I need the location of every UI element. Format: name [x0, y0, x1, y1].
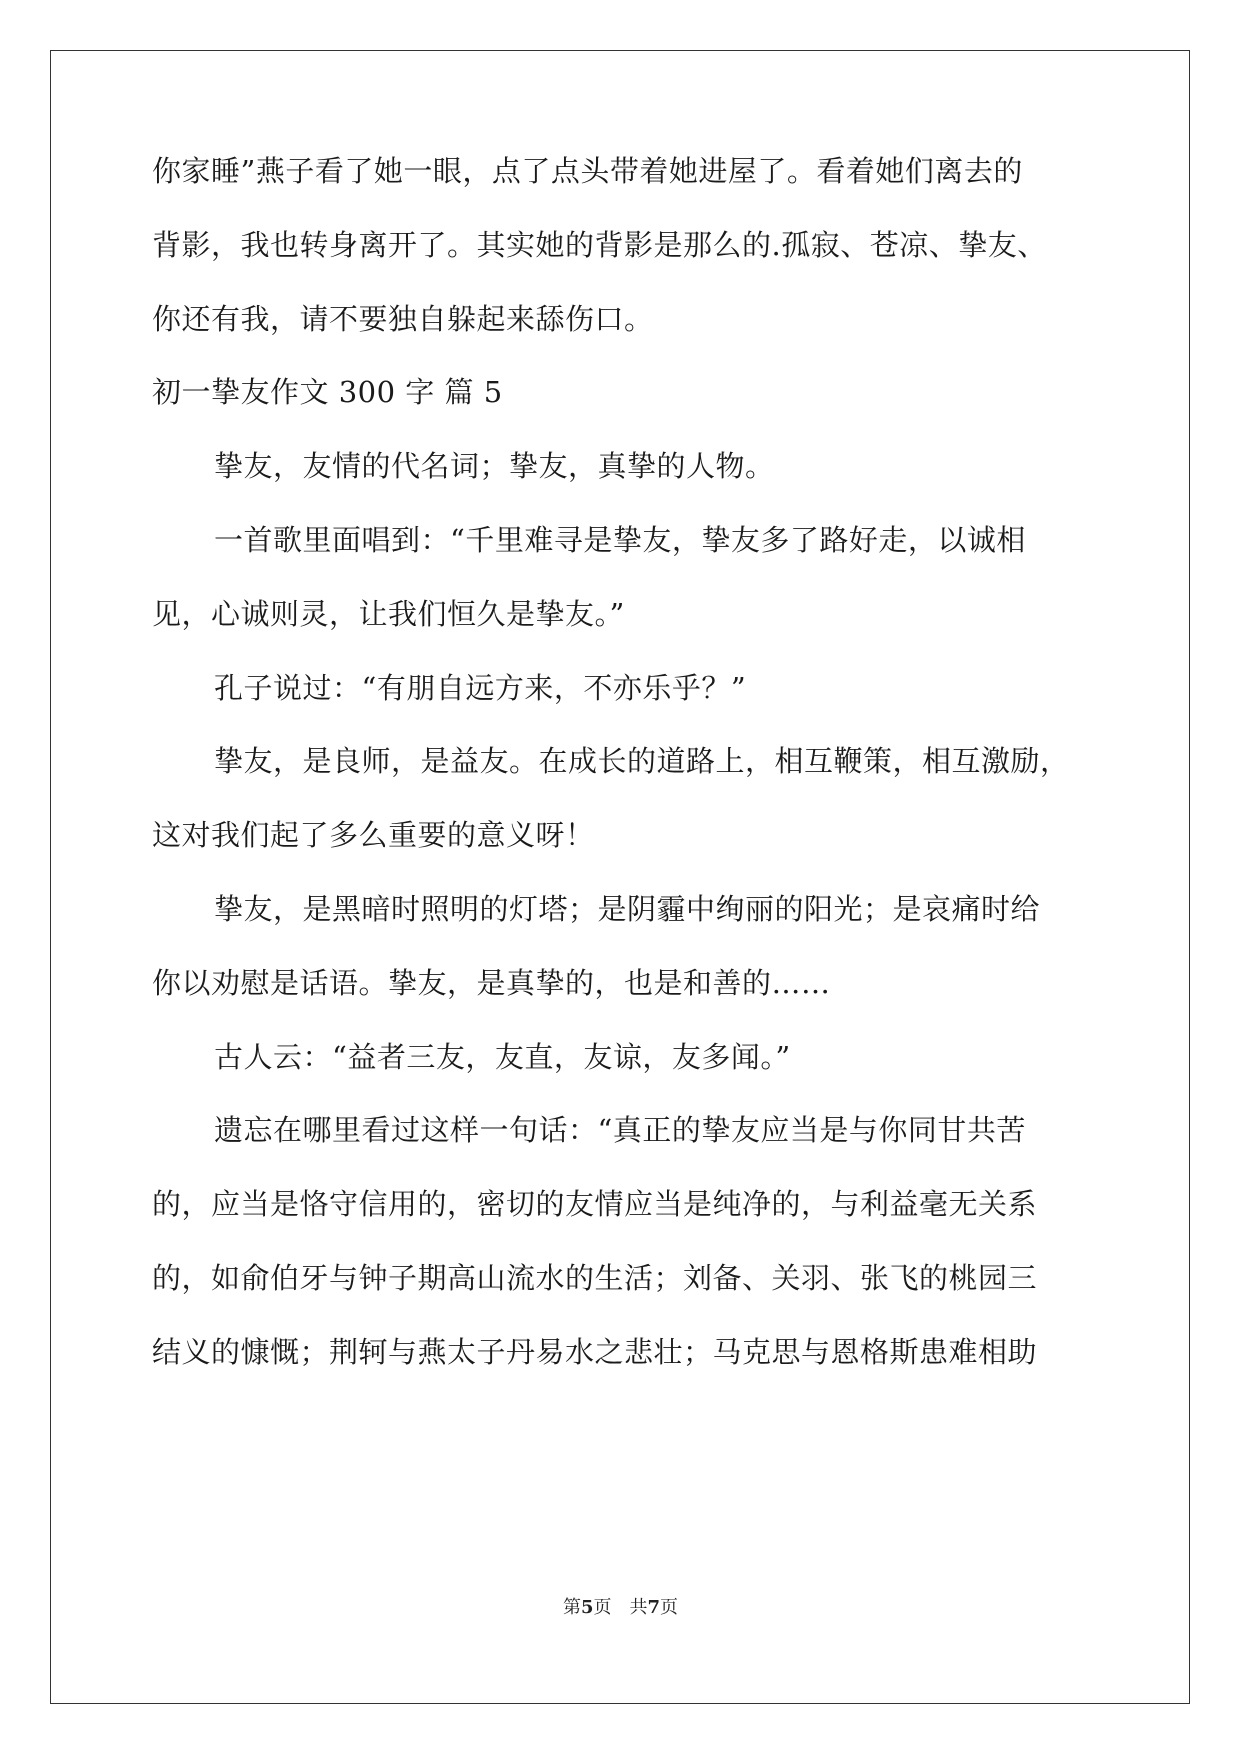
current-page-number: 5 — [580, 1597, 594, 1618]
paragraph-line: 挚友，是黑暗时照明的灯塔；是阴霾中绚丽的阳光；是哀痛时给 — [214, 892, 1041, 926]
paragraph-line: 挚友，是良师，是益友。在成长的道路上，相互鞭策，相互激励， — [214, 744, 1070, 778]
paragraph-line: 你还有我，请不要独自躲起来舔伤口。 — [152, 302, 654, 336]
page-footer — [0, 1596, 1241, 1620]
page-border — [50, 50, 1190, 1704]
paragraph-line: 的，应当是恪守信用的，密切的友情应当是纯净的，与利益毫无关系 — [152, 1187, 1038, 1221]
paragraph-line: 的，如俞伯牙与钟子期高山流水的生活；刘备、关羽、张飞的桃园三 — [152, 1261, 1038, 1295]
page-prefix: 第 — [562, 1597, 581, 1618]
paragraph-line: 结义的慷慨；荆轲与燕太子丹易水之悲壮；马克思与恩格斯患难相助 — [152, 1335, 1038, 1369]
page-mid: 页 共 — [593, 1597, 648, 1618]
paragraph-line: 古人云：“益者三友，友直，友谅，友多闻。” — [214, 1040, 791, 1074]
section-heading: 初一挚友作文 300 字 篇 5 — [152, 375, 503, 409]
paragraph-line: 你以劝慰是话语。挚友，是真挚的，也是和善的…… — [152, 966, 831, 1000]
paragraph-line: 一首歌里面唱到：“千里难寻是挚友，挚友多了路好走，以诚相 — [214, 523, 1026, 557]
paragraph-line: 背影，我也转身离开了。其实她的背影是那么的.孤寂、苍凉、挚友、 — [152, 228, 1047, 262]
page-suffix: 页 — [660, 1597, 679, 1618]
paragraph-line: 遗忘在哪里看过这样一句话：“真正的挚友应当是与你同甘共苦 — [214, 1113, 1026, 1147]
paragraph-line: 孔子说过：“有朋自远方来，不亦乐乎？” — [214, 671, 747, 705]
paragraph-line: 这对我们起了多么重要的意义呀！ — [152, 818, 595, 852]
total-page-number: 7 — [647, 1597, 661, 1618]
paragraph-line: 你家睡”燕子看了她一眼，点了点头带着她进屋了。看着她们离去的 — [152, 154, 1023, 188]
paragraph-line: 挚友，友情的代名词；挚友，真挚的人物。 — [214, 449, 775, 483]
paragraph-line: 见，心诚则灵，让我们恒久是挚友。” — [152, 597, 625, 631]
